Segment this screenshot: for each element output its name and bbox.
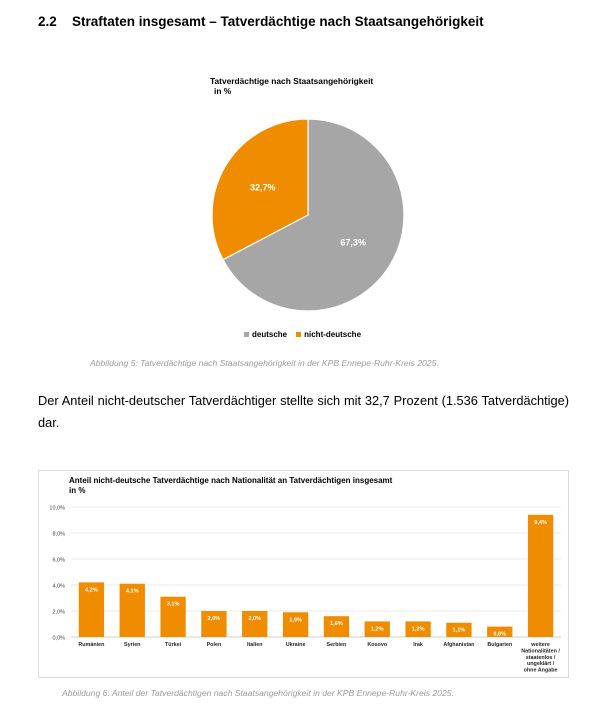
- x-category-label: Serbien: [326, 642, 347, 648]
- bar-chart-title-line1: Anteil nicht-deutsche Tatverdächtige nach Nationalität an Tatverdächtigen insgesamt: [69, 476, 393, 485]
- legend-label-nicht-deutsche: nicht-deutsche: [304, 330, 362, 339]
- section-heading: [38, 14, 484, 29]
- x-category-label: weitere Nationalitäten / staatenlos / ungeklärt / ohne Angabe: [521, 642, 560, 674]
- bar-data-label: 1,9%: [289, 617, 302, 624]
- x-category-label: Irak: [413, 642, 423, 648]
- bar-data-label: 9,4%: [534, 519, 547, 526]
- bar-data-label: 1,2%: [411, 626, 425, 633]
- x-category-label: Afghanistan: [443, 642, 475, 648]
- bar-data-label: 2,0%: [248, 616, 262, 622]
- bar: [242, 611, 267, 637]
- pie-chart-title-line1: Tatverdächtige nach Staatsangehörigkeit: [210, 76, 374, 86]
- legend-label-deutsche: deutsche: [252, 330, 288, 339]
- bar-data-label: 1,1%: [452, 627, 466, 634]
- legend-swatch-nicht-deutsche: [296, 332, 301, 337]
- figure-caption-6: Abbildung 6: Anteil der Tatverdächtigen nach Staatsangehörigkeit in der KPB Ennepe-Ruhr-Kreis 2025.: [62, 688, 454, 698]
- pie-chart: [200, 66, 416, 348]
- bar-chart-svg: [39, 471, 568, 677]
- legend-item-deutsche: [244, 330, 287, 339]
- x-category-label: Italien: [246, 642, 263, 648]
- y-tick-label: 4,0%: [52, 583, 65, 590]
- bar-chart: [38, 470, 569, 678]
- section-title: Straftaten insgesamt – Tatverdächtige nach Staatsangehörigkeit: [72, 14, 484, 29]
- y-tick-label: 6,0%: [52, 557, 65, 564]
- y-tick-label: 0,0%: [52, 635, 65, 642]
- x-category-label: Rumänien: [78, 642, 105, 648]
- x-category-label: Polen: [206, 642, 222, 648]
- bar: [528, 515, 553, 637]
- legend-swatch-deutsche: [244, 332, 249, 337]
- x-category-label: Bulgarien: [487, 642, 513, 648]
- bar-data-label: 0,8%: [493, 631, 507, 638]
- bar-chart-title-line2: in %: [69, 486, 86, 495]
- x-category-label: Kosovo: [367, 642, 388, 648]
- bar-data-label: 4,2%: [85, 587, 98, 594]
- pie-chart-title-line2: in %: [214, 86, 232, 96]
- body-paragraph: Der Anteil nicht-deutscher Tatverdächtiger stellte sich mit 32,7 Prozent (1.536 Tatverdächtige) dar.: [38, 393, 569, 430]
- x-category-label: Syrien: [124, 642, 141, 648]
- section-number: 2.2: [38, 14, 57, 29]
- legend-item-nicht-deutsche: [296, 330, 361, 339]
- bar-data-label: 1,2%: [370, 626, 384, 633]
- y-tick-label: 8,0%: [52, 531, 65, 538]
- bar-data-label: 1,6%: [330, 621, 343, 628]
- pie-chart-svg: [200, 66, 416, 326]
- pie-label-nicht-deutsche: 32,7%: [250, 182, 276, 193]
- bar: [283, 612, 308, 637]
- x-category-label: Ukraine: [285, 642, 306, 648]
- bar-data-label: 2,0%: [207, 616, 221, 622]
- bar-data-label: 3,1%: [166, 601, 180, 608]
- y-tick-label: 10,0%: [49, 505, 65, 512]
- bar: [201, 611, 226, 637]
- x-category-label: Türkei: [164, 642, 182, 648]
- pie-label-deutsche: 67,3%: [340, 237, 366, 248]
- bar-data-label: 4,1%: [125, 588, 139, 595]
- pie-legend: [244, 330, 361, 339]
- figure-caption-5: Abbildung 5: Tatverdächtige nach Staatsangehörigkeit in der KPB Ennepe-Ruhr-Kreis 2025.: [90, 358, 439, 368]
- y-tick-label: 2,0%: [52, 609, 65, 616]
